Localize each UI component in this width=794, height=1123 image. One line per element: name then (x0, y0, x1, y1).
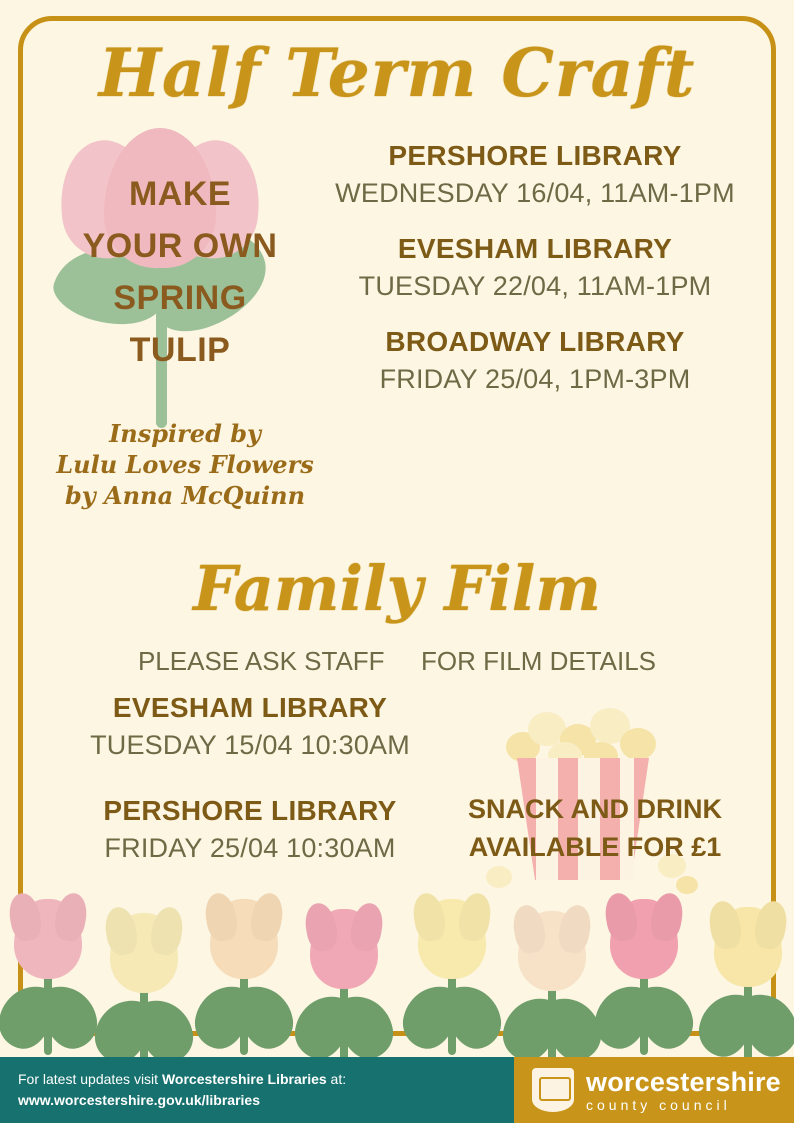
inspired-line-2: Lulu Loves Flowers (56, 450, 314, 479)
film-session (40, 795, 460, 864)
crest-icon (532, 1068, 574, 1112)
session-datetime: FRIDAY 25/04, 1PM-3PM (379, 364, 691, 394)
tulip-border-row (0, 875, 794, 1055)
film-subtitle-left: PLEASE ASK STAFF (137, 646, 385, 676)
inspired-line-1: Inspired by (109, 419, 261, 448)
session-datetime: TUESDAY 22/04, 11AM-1PM (358, 271, 712, 301)
film-session (40, 692, 460, 761)
library-name: BROADWAY LIBRARY (385, 326, 685, 357)
library-name: EVESHAM LIBRARY (397, 233, 673, 264)
film-session-list (40, 692, 460, 898)
craft-session (300, 233, 770, 302)
page-title: Half Term Craft (98, 34, 696, 112)
footer-prefix: For latest updates visit (18, 1071, 162, 1087)
craft-session (300, 140, 770, 209)
family-film-title: Family Film (193, 552, 601, 625)
footer-suffix: at: (326, 1071, 347, 1087)
craft-session-list (300, 140, 770, 419)
footer-brand: Worcestershire Libraries (161, 1071, 327, 1087)
council-logo-text (586, 1068, 781, 1113)
council-name: worcestershire (586, 1066, 781, 1097)
footer-line-1 (18, 1069, 346, 1090)
council-logo (514, 1057, 794, 1123)
craft-session (300, 326, 770, 395)
session-datetime: FRIDAY 25/04 10:30AM (104, 833, 396, 863)
craft-heading-line-2: YOUR OWN (82, 227, 278, 265)
footer-text (0, 1069, 346, 1111)
session-datetime: TUESDAY 15/04 10:30AM (90, 730, 410, 760)
craft-heading-line-3: SPRING (113, 279, 247, 317)
film-subtitle (0, 646, 794, 677)
craft-heading-line-1: MAKE (128, 175, 232, 213)
snack-line-1: SNACK AND DRINK (468, 794, 722, 824)
snack-note (430, 790, 760, 866)
session-datetime: WEDNESDAY 16/04, 11AM-1PM (335, 178, 735, 208)
footer-bar (0, 1057, 794, 1123)
footer-website-link[interactable]: www.worcestershire.gov.uk/libraries (18, 1092, 260, 1108)
craft-heading (40, 168, 320, 376)
inspired-by-note (40, 418, 330, 511)
film-subtitle-right: FOR FILM DETAILS (421, 646, 657, 676)
craft-heading-line-4: TULIP (129, 331, 231, 369)
library-name: PERSHORE LIBRARY (388, 140, 682, 171)
snack-line-2: AVAILABLE FOR £1 (468, 832, 722, 862)
library-name: PERSHORE LIBRARY (103, 795, 397, 826)
library-name: EVESHAM LIBRARY (112, 692, 388, 723)
inspired-line-3: by Anna McQuinn (64, 481, 306, 510)
council-subname: county council (586, 1096, 731, 1113)
